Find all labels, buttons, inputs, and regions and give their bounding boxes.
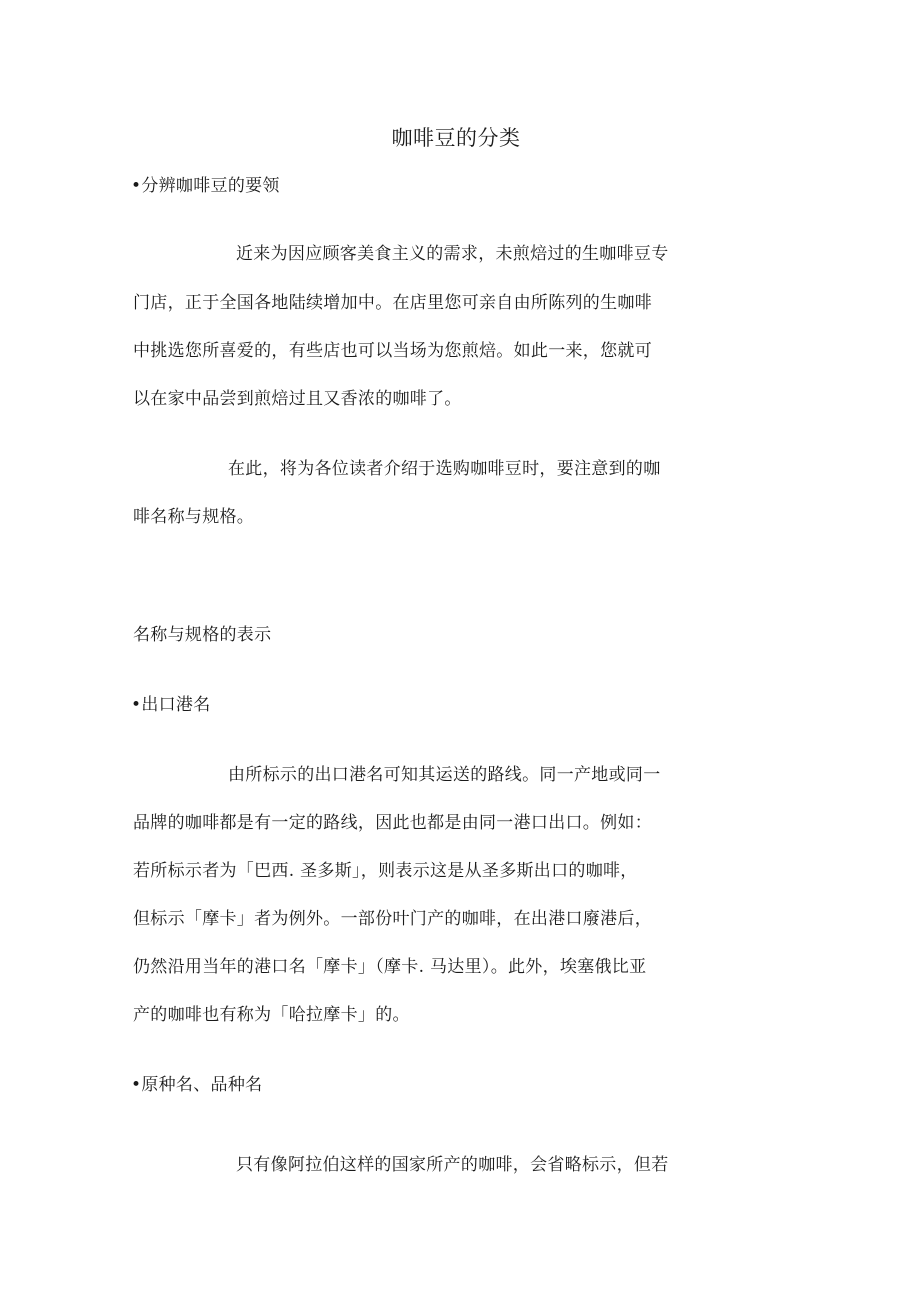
paragraph-line: 但标示「摩卡」者为例外。一部份叶门产的咖啡，在出港口廢港后， bbox=[133, 909, 652, 929]
paragraph-line: 只有像阿拉伯这样的国家所产的咖啡，会省略标示，但若 bbox=[236, 1155, 669, 1175]
paragraph-line: 啡名称与规格。 bbox=[133, 507, 255, 527]
paragraph-line: 中挑选您所喜爱的，有些店也可以当场为您煎焙。如此一来，您就可 bbox=[133, 341, 652, 361]
bullet-heading-export-port: •出口港名 bbox=[131, 695, 211, 715]
document-title: 咖啡豆的分类 bbox=[391, 126, 521, 150]
paragraph-line: 在此，将为各位读者介绍于选购咖啡豆时，要注意到的咖 bbox=[228, 459, 661, 479]
paragraph-line: 仍然沿用当年的港口名「摩卡」（摩卡. 马达里）。此外，埃塞俄比亚 bbox=[133, 957, 647, 977]
paragraph-line: 产的咖啡也有称为「哈拉摩卡」的。 bbox=[133, 1005, 410, 1025]
bullet-heading-identify-beans: •分辨咖啡豆的要领 bbox=[131, 176, 280, 196]
paragraph-line: 门店，正于全国各地陆续增加中。在店里您可亲自由所陈列的生咖啡 bbox=[133, 293, 652, 313]
paragraph-line: 以在家中品尝到煎焙过且又香浓的咖啡了。 bbox=[133, 389, 462, 409]
paragraph-line: 若所标示者为「巴西. 圣多斯」，则表示这是从圣多斯出口的咖啡， bbox=[133, 861, 638, 881]
bullet-heading-variety-name: •原种名、品种名 bbox=[131, 1075, 263, 1095]
paragraph-line: 近来为因应顾客美食主义的需求，未煎焙过的生咖啡豆专 bbox=[236, 244, 669, 264]
section-heading-name-and-spec: 名称与规格的表示 bbox=[133, 625, 272, 645]
paragraph-line: 由所标示的出口港名可知其运送的路线。同一产地或同一 bbox=[228, 765, 661, 785]
paragraph-line: 品牌的咖啡都是有一定的路线，因此也都是由同一港口出口。例如： bbox=[133, 813, 652, 833]
